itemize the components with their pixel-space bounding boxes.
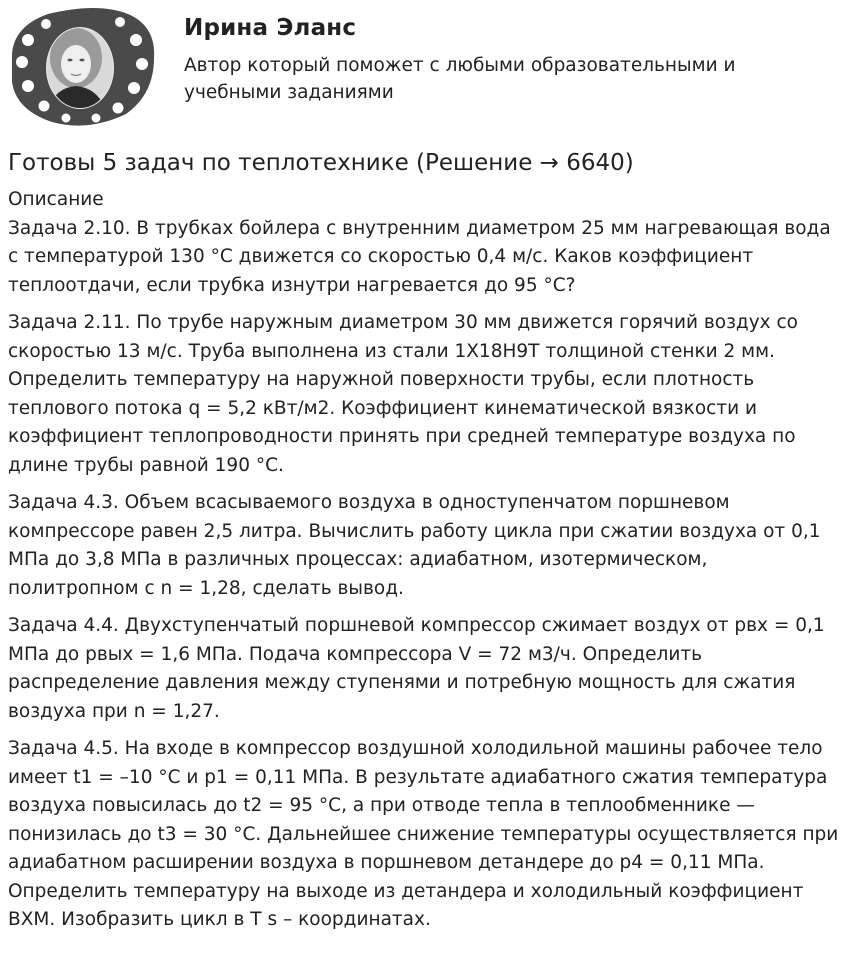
task-4-3: Задача 4.3. Объем всасываемого воздуха в одноступенчатом поршневом компрессоре равен 2,5 литра. Вычислить работу цикла при сжатии воздуха от 0,1 МПа до 3,8 МПа в различных процессах: адиабатном, изотермическом, политропном с n = 1,28, сделать вывод. — [8, 492, 821, 599]
author-name[interactable]: Ирина Эланс — [184, 15, 357, 41]
description-label: Описание — [8, 189, 104, 210]
page-title: Готовы 5 задач по теплотехнике (Решение → 6640) — [8, 150, 634, 176]
author-description: Автор который поможет с любыми образовательными и учебными заданиями — [184, 55, 736, 103]
task-4-4: Задача 4.4. Двухступенчатый поршневой компрессор сжимает воздух от рвх = 0,1 МПа до рвых = 1,6 МПа. Подача компрессора V = 72 м3/ч. Определить распределение давления между ступенями и потребную мощность для сжатия воздуха при n = 1,27. — [8, 615, 825, 722]
author-avatar[interactable] — [8, 6, 158, 128]
task-2-10: Задача 2.10. В трубках бойлера с внутренним диаметром 25 мм нагревающая вода с температурой 130 °С движется со скоростью 0,4 м/с. Каков коэффициент теплоотдачи, если трубка изнутри нагревается до 95 °С? — [8, 217, 831, 296]
author-card — [8, 6, 838, 131]
description-section — [8, 186, 842, 935]
task-4-5: Задача 4.5. На входе в компрессор воздушной холодильной машины рабочее тело имеет t1 = –10 °С и p1 = 0,11 МПа. В результате адиабатного сжатия температура воздуха повысилась до t2 = 95 °С, а при отводе тепла в теплообменнике — понизилась до t3 = 30 °С. Дальнейшее снижение температуры осуществляется при адиабатном расширении воздуха в поршневом детандере до р4 = 0,11 МПа. Определить температуру на выходе из детандера и холодильный коэффициент ВХМ. Изобразить цикл в T s – координатах. — [8, 738, 839, 930]
task-2-11: Задача 2.11. По трубе наружным диаметром 30 мм движется горячий воздух со скоростью 13 м/с. Труба выполнена из стали 1Х18Н9Т толщиной стенки 2 мм. Определить температуру на наружной поверхности трубы, если плотность теплового потока q = 5,2 кВт/м2. Коэффициент кинематической вязкости и коэффициент теплопроводности принять при средней температуре воздуха по длине трубы равной 190 °С. — [8, 312, 798, 476]
